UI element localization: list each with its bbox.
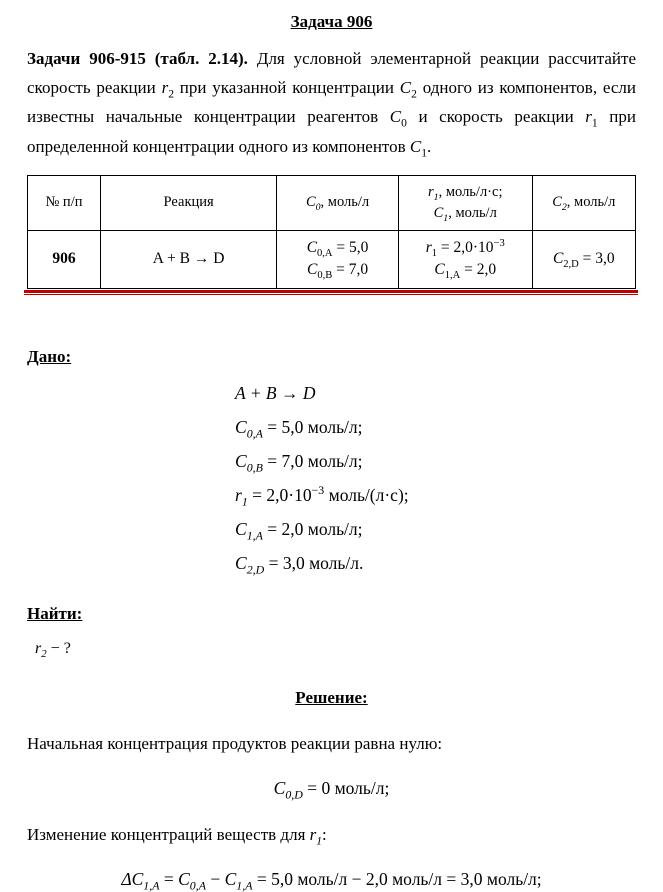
intro-paragraph: Задачи 906-915 (табл. 2.14). Для условной элементарной реакции рассчитайте скорость реакции $r_2$ при указанной концентрации $C_2$ одного из компонентов, если известны начальные концентрации реагентов $C_0$ и скорость реакции $r_1$ при определенной концентрации одного из компонентов $C_1$. — [27, 49, 637, 160]
red-underline — [24, 290, 638, 293]
header-cell-num: № п/п — [28, 175, 101, 230]
given-line-c0b: $C_{0,B} = 7,0$ моль/л; — [235, 450, 363, 475]
red-underline-thin — [24, 294, 638, 295]
cell-c0: $C_{0,A} = 5,0$ $C_{0,B} = 7,0$ — [277, 230, 399, 288]
header-cell-reaction: Реакция — [100, 175, 276, 230]
given-line-c2d: $C_{2,D} = 3,0$ моль/л. — [235, 552, 364, 577]
header-cell-r1: $r_1$, моль/л·с; $C_1$, моль/л — [398, 175, 532, 230]
header-cell-c2: $C_2$, моль/л — [532, 175, 635, 230]
table-row — [28, 230, 636, 288]
solution-paragraph-2: Изменение концентраций веществ для $r_1$: — [27, 824, 327, 848]
cell-num: 906 — [28, 230, 101, 288]
given-block — [235, 382, 636, 577]
page-title: Задача 906 — [290, 12, 373, 31]
given-line-reaction: A + B → D — [235, 382, 316, 403]
given-line-r1: $r_1 = 2,0\cdot 10^{-3}$ моль/(л·с); — [235, 483, 409, 509]
cell-r1: $r_1 = 2,0\cdot 10^{-3}$ $C_{1,A} = 2,0$ — [398, 230, 532, 288]
find-heading: Найти: — [27, 603, 83, 623]
given-heading: Дано: — [27, 346, 72, 366]
cell-c2: $C_{2,D} = 3,0$ — [532, 230, 635, 288]
solution-equation-2: $\Delta C_{1,A} = C_{0,A} - C_{1,A} = 5,0$ моль/л − 2,0 моль/л = 3,0 моль/л; — [121, 868, 542, 892]
table-header-row — [28, 175, 636, 230]
find-line: $r_2$ − ? — [35, 639, 71, 661]
given-line-c0a: $C_{0,A} = 5,0$ моль/л; — [235, 416, 363, 441]
solution-equation-1: $C_{0,D} = 0$ моль/л; — [273, 777, 390, 802]
solution-heading: Решение: — [295, 687, 368, 707]
given-line-c1a: $C_{1,A} = 2,0$ моль/л; — [235, 518, 363, 543]
header-cell-c0: $C_0$, моль/л — [277, 175, 399, 230]
solution-paragraph-1: Начальная концентрация продуктов реакции равна нулю: — [27, 733, 443, 753]
problem-table — [27, 175, 636, 289]
cell-reaction: A + B → D — [100, 230, 276, 288]
